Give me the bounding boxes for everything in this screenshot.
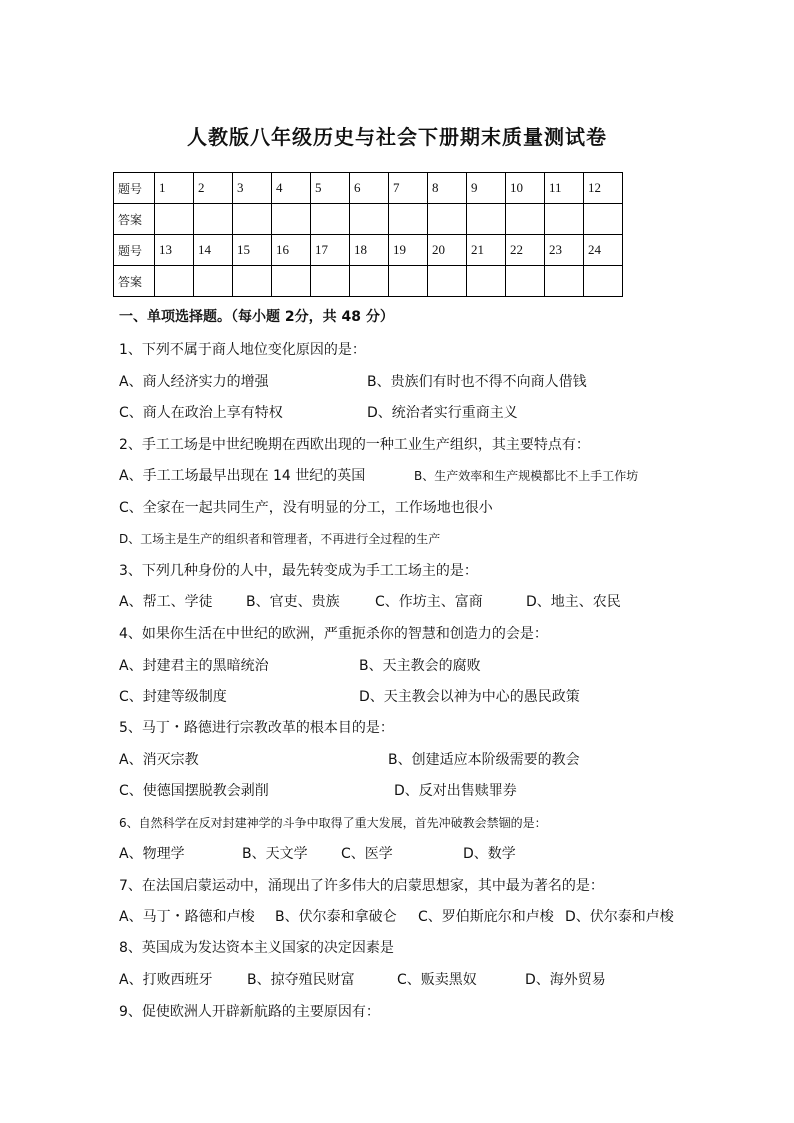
answer-cell[interactable] bbox=[194, 266, 233, 297]
question-number: 7 bbox=[389, 173, 428, 204]
answer-cell[interactable] bbox=[428, 204, 467, 235]
option-a: A、商人经济实力的增强 bbox=[119, 374, 269, 390]
question-number: 21 bbox=[467, 235, 506, 266]
question-number: 2 bbox=[194, 173, 233, 204]
answer-cell[interactable] bbox=[350, 266, 389, 297]
table-row bbox=[114, 173, 623, 204]
option-d: D、反对出售赎罪券 bbox=[394, 783, 517, 799]
option-c: C、罗伯斯庇尔和卢梭 bbox=[418, 909, 554, 925]
answer-cell[interactable] bbox=[506, 266, 545, 297]
option-b: B、天主教会的腐败 bbox=[359, 658, 481, 674]
option-c: C、商人在政治上享有特权 bbox=[119, 405, 283, 421]
option-c: C、使德国摆脱教会剥削 bbox=[119, 783, 269, 799]
option-b: B、创建适应本阶级需要的教会 bbox=[388, 752, 580, 768]
question-number: 24 bbox=[584, 235, 623, 266]
question-number: 8 bbox=[428, 173, 467, 204]
question-stem: 1、下列不属于商人地位变化原因的是： bbox=[119, 342, 366, 358]
row-label: 答案 bbox=[114, 266, 155, 297]
option-d: D、天主教会以神为中心的愚民政策 bbox=[359, 689, 580, 705]
question-number: 20 bbox=[428, 235, 467, 266]
answer-table bbox=[113, 172, 623, 297]
table-row bbox=[114, 204, 623, 235]
answer-cell[interactable] bbox=[272, 266, 311, 297]
question-number: 14 bbox=[194, 235, 233, 266]
answer-cell[interactable] bbox=[428, 266, 467, 297]
answer-cell[interactable] bbox=[389, 204, 428, 235]
option-a: A、打败西班牙 bbox=[119, 972, 213, 988]
option-c: C、作坊主、富商 bbox=[375, 594, 483, 610]
option-b: B、贵族们有时也不得不向商人借钱 bbox=[367, 374, 587, 390]
row-label: 题号 bbox=[114, 235, 155, 266]
option-c: C、封建等级制度 bbox=[119, 689, 227, 705]
answer-cell[interactable] bbox=[155, 204, 194, 235]
option-a: A、物理学 bbox=[119, 846, 185, 862]
answer-cell[interactable] bbox=[350, 204, 389, 235]
option-d: D、数学 bbox=[463, 846, 516, 862]
option-a: A、马丁・路德和卢梭 bbox=[119, 909, 255, 925]
question-number: 4 bbox=[272, 173, 311, 204]
question-stem: 2、手工工场是中世纪晚期在西欧出现的一种工业生产组织，其主要特点有： bbox=[119, 437, 590, 453]
question-stem: 8、英国成为发达资本主义国家的决定因素是 bbox=[119, 940, 394, 956]
question-number: 11 bbox=[545, 173, 584, 204]
option-c: C、全家在一起共同生产，没有明显的分工，工作场地也很小 bbox=[119, 500, 493, 516]
question-number: 18 bbox=[350, 235, 389, 266]
answer-cell[interactable] bbox=[194, 204, 233, 235]
question-number: 15 bbox=[233, 235, 272, 266]
answer-cell[interactable] bbox=[467, 204, 506, 235]
question-number: 22 bbox=[506, 235, 545, 266]
answer-cell[interactable] bbox=[311, 204, 350, 235]
option-a: A、消灭宗教 bbox=[119, 752, 199, 768]
answer-cell[interactable] bbox=[506, 204, 545, 235]
option-a: A、帮工、学徒 bbox=[119, 594, 213, 610]
option-a: A、手工工场最早出现在 14 世纪的英国 bbox=[119, 468, 366, 484]
question-number: 12 bbox=[584, 173, 623, 204]
option-d: D、伏尔泰和卢梭 bbox=[565, 909, 674, 925]
answer-cell[interactable] bbox=[545, 266, 584, 297]
answer-cell[interactable] bbox=[272, 204, 311, 235]
option-d: D、统治者实行重商主义 bbox=[367, 405, 518, 421]
row-label: 题号 bbox=[114, 173, 155, 204]
question-number: 17 bbox=[311, 235, 350, 266]
option-a: A、封建君主的黑暗统治 bbox=[119, 658, 269, 674]
table-row bbox=[114, 266, 623, 297]
option-d: D、工场主是生产的组织者和管理者，不再进行全过程的生产 bbox=[119, 532, 441, 546]
option-b: B、生产效率和生产规模都比不上手工作坊 bbox=[414, 469, 639, 483]
question-number: 23 bbox=[545, 235, 584, 266]
answer-cell[interactable] bbox=[545, 204, 584, 235]
question-number: 5 bbox=[311, 173, 350, 204]
option-d: D、地主、农民 bbox=[526, 594, 621, 610]
option-c: C、贩卖黑奴 bbox=[397, 972, 477, 988]
question-number: 10 bbox=[506, 173, 545, 204]
question-number: 1 bbox=[155, 173, 194, 204]
question-stem: 9、促使欧洲人开辟新航路的主要原因有： bbox=[119, 1004, 380, 1020]
question-number: 6 bbox=[350, 173, 389, 204]
question-stem: 5、马丁・路德进行宗教改革的根本目的是： bbox=[119, 720, 394, 736]
question-stem: 3、下列几种身份的人中，最先转变成为手工工场主的是： bbox=[119, 563, 478, 579]
answer-cell[interactable] bbox=[467, 266, 506, 297]
question-number: 13 bbox=[155, 235, 194, 266]
answer-cell[interactable] bbox=[584, 204, 623, 235]
answer-cell[interactable] bbox=[233, 266, 272, 297]
option-b: B、掠夺殖民财富 bbox=[247, 972, 355, 988]
table-row bbox=[114, 235, 623, 266]
answer-cell[interactable] bbox=[584, 266, 623, 297]
question-stem: 4、如果你生活在中世纪的欧洲，严重扼杀你的智慧和创造力的会是： bbox=[119, 626, 548, 642]
question-number: 3 bbox=[233, 173, 272, 204]
row-label: 答案 bbox=[114, 204, 155, 235]
section-heading: 一、单项选择题。（每小题 2分，共 48 分） bbox=[119, 309, 394, 325]
option-b: B、天文学 bbox=[242, 846, 308, 862]
question-number: 16 bbox=[272, 235, 311, 266]
answer-cell[interactable] bbox=[311, 266, 350, 297]
question-number: 9 bbox=[467, 173, 506, 204]
option-b: B、官吏、贵族 bbox=[246, 594, 340, 610]
page-title: 人教版八年级历史与社会下册期末质量测试卷 bbox=[187, 125, 607, 149]
answer-cell[interactable] bbox=[389, 266, 428, 297]
question-stem: 6、自然科学在反对封建神学的斗争中取得了重大发展，首先冲破教会禁锢的是： bbox=[119, 816, 547, 830]
option-b: B、伏尔泰和拿破仑 bbox=[275, 909, 397, 925]
question-stem: 7、在法国启蒙运动中，涌现出了许多伟大的启蒙思想家，其中最为著名的是： bbox=[119, 878, 604, 894]
question-number: 19 bbox=[389, 235, 428, 266]
answer-cell[interactable] bbox=[233, 204, 272, 235]
answer-cell[interactable] bbox=[155, 266, 194, 297]
option-c: C、医学 bbox=[341, 846, 393, 862]
option-d: D、海外贸易 bbox=[525, 972, 606, 988]
